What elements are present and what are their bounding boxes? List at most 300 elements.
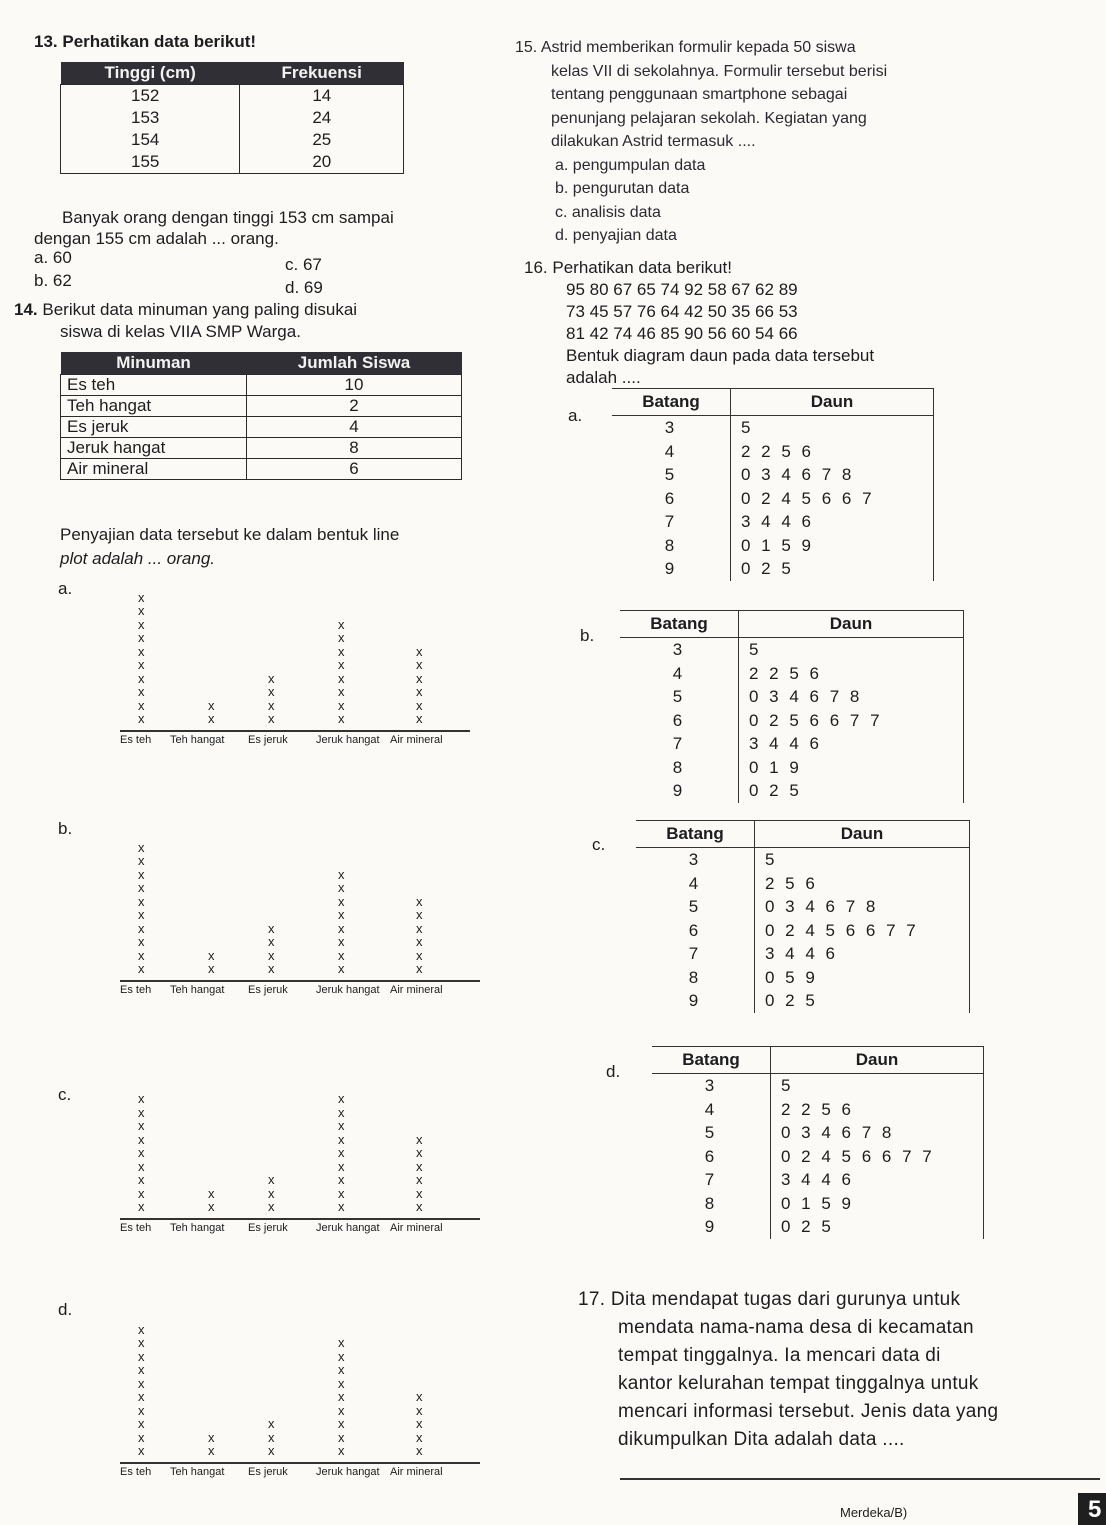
q13-question-1: Banyak orang dengan tinggi 153 cm sampai	[62, 208, 394, 227]
line-plot-x-mark: x	[338, 1118, 345, 1133]
stem-leaf-c	[636, 820, 970, 1013]
line-plot-b	[120, 810, 490, 1000]
q14-col-drink: Minuman	[61, 352, 247, 375]
line-plot-x-mark: x	[338, 1104, 345, 1120]
line-plot-x-mark: x	[416, 961, 423, 976]
stem-leaf-row	[636, 872, 970, 896]
line-plot-x-mark: x	[338, 1091, 345, 1106]
line-plot-x-mark: x	[138, 670, 145, 686]
line-plot-x-mark: x	[208, 1443, 215, 1458]
line-plot-axis-label: Air mineral	[390, 984, 443, 996]
stem-value: 7	[636, 942, 755, 966]
line-plot-x-mark: x	[416, 1199, 423, 1214]
line-plot-axis	[120, 980, 480, 982]
line-plot-x-mark: x	[138, 1321, 145, 1337]
line-plot-x-mark: x	[138, 947, 145, 963]
q15-line: dilakukan Astrid termasuk ....	[551, 133, 756, 150]
line-plot-x-mark: x	[208, 961, 215, 976]
line-plot-x-mark: x	[138, 657, 145, 672]
line-plot-x-mark: x	[138, 1402, 145, 1418]
line-plot-x-mark: x	[268, 670, 275, 686]
stem-leaf-row	[612, 416, 934, 440]
q15-text	[515, 36, 887, 248]
footer-publisher: Merdeka/B)	[840, 1505, 908, 1520]
stem-leaf-d	[652, 1046, 984, 1239]
line-plot-x-mark: x	[138, 1091, 145, 1106]
line-plot-axis-label: Es teh	[120, 734, 152, 746]
line-plot-c	[120, 1058, 490, 1238]
line-plot-x-mark: x	[268, 1172, 275, 1187]
line-plot-x-mark: x	[208, 1199, 215, 1214]
stem-leaf-row	[612, 510, 934, 534]
q16-data	[566, 279, 874, 389]
line-plot-x-mark: x	[138, 880, 145, 895]
q15-option-d[interactable]: d. penyajian data	[555, 227, 677, 244]
stem-value: 7	[612, 510, 731, 534]
q15-line: Astrid memberikan formulir kepada 50 siswa	[540, 39, 856, 56]
leaf-header: Daun	[755, 821, 970, 848]
line-plot-axis	[120, 1218, 480, 1220]
line-plot-x-mark: x	[138, 1199, 145, 1214]
q13-frequency-values	[240, 85, 404, 174]
line-plot-x-mark: x	[268, 920, 275, 936]
stem-value: 6	[612, 487, 731, 511]
line-plot-x-mark: x	[268, 1185, 275, 1201]
q14-cell: 6	[247, 459, 462, 480]
q14-prompt-1: Penyajian data tersebut ke dalam bentuk line	[60, 525, 400, 544]
q14-cell: 10	[247, 375, 462, 396]
q17-line: mencari informasi tersebut. Jenis data yang	[618, 1401, 999, 1422]
line-plot-axis-label: Es teh	[120, 1222, 152, 1234]
leaf-values: 0 2 5	[749, 781, 802, 800]
q13-prompt: Perhatikan data berikut!	[62, 32, 257, 51]
line-plot-x-mark: x	[138, 1375, 145, 1391]
line-plot-x-mark: x	[338, 684, 345, 699]
q14-prompt-2: plot adalah ... orang.	[60, 549, 216, 568]
stem-value: 9	[620, 779, 739, 803]
line-plot-x-mark: x	[138, 907, 145, 922]
line-plot-x-mark: x	[138, 711, 145, 726]
line-plot-x-mark: x	[138, 1145, 145, 1160]
q16-data-line: 95 80 67 65 74 92 58 67 62 89	[566, 280, 798, 299]
line-plot-x-mark: x	[416, 893, 423, 909]
q17-line: dikumpulkan Dita adalah data ....	[618, 1429, 905, 1450]
line-plot-x-mark: x	[138, 1335, 145, 1350]
line-plot-axis-label: Jeruk hangat	[316, 734, 380, 746]
line-plot-axis-label: Es jeruk	[248, 1466, 288, 1478]
stem-leaf-row	[636, 989, 970, 1013]
q14-option-b-letter[interactable]: b.	[58, 819, 73, 838]
line-plot-x-mark: x	[138, 893, 145, 909]
line-plot-x-mark: x	[268, 1429, 275, 1445]
stem-leaf-a	[612, 388, 934, 581]
stem-leaf-row	[612, 557, 934, 581]
stem-value: 8	[612, 534, 731, 558]
q13-question-2: dengan 155 cm adalah ... orang.	[34, 229, 279, 248]
stem-value: 3	[636, 848, 755, 872]
stem-header: Batang	[612, 389, 731, 416]
line-plot-x-mark: x	[268, 684, 275, 699]
q15-option-b[interactable]: b. pengurutan data	[555, 180, 690, 197]
q16-number: 16.	[524, 258, 548, 277]
q14-question-2: siswa di kelas VIIA SMP Warga.	[60, 322, 301, 341]
q13-number: 13.	[34, 32, 58, 51]
stem-leaf-row	[612, 534, 934, 558]
stem-leaf-row	[652, 1145, 984, 1169]
line-plot-x-mark: x	[138, 603, 145, 618]
leaf-values: 2 2 5 6	[781, 1099, 854, 1119]
leaf-values: 5	[749, 640, 762, 659]
stem-header: Batang	[636, 821, 755, 848]
stem-header: Batang	[620, 611, 739, 638]
q14-cell: Teh hangat	[61, 396, 247, 417]
line-plot-x-mark: x	[138, 1118, 145, 1133]
stem-value: 9	[612, 557, 731, 581]
stem-leaf-row	[636, 966, 970, 990]
leaf-header: Daun	[771, 1047, 984, 1074]
line-plot-a	[120, 570, 480, 750]
q14-cell: Jeruk hangat	[61, 438, 247, 459]
leaf-values: 5	[741, 418, 754, 437]
line-plot-axis-label: Teh hangat	[170, 984, 225, 996]
line-plot-x-mark: x	[138, 589, 145, 605]
line-plot-x-mark: x	[138, 684, 145, 699]
stem-leaf-row	[652, 1098, 984, 1122]
line-plot-axis-label: Jeruk hangat	[316, 984, 380, 996]
q16-prompt: Perhatikan data berikut!	[552, 258, 732, 277]
leaf-values: 0 2 5	[781, 1217, 834, 1236]
line-plot-x-mark: x	[268, 947, 275, 963]
q14-question-1	[14, 298, 357, 321]
stem-leaf-row	[636, 942, 970, 966]
line-plot-x-mark: x	[208, 1185, 215, 1201]
leaf-values: 5	[781, 1076, 794, 1095]
line-plot-x-mark: x	[338, 961, 345, 976]
line-plot-x-mark: x	[338, 1199, 345, 1214]
line-plot-x-mark: x	[138, 1131, 145, 1147]
leaf-values: 2 2 5 6	[749, 663, 822, 683]
line-plot-x-mark: x	[416, 1443, 423, 1458]
line-plot-axis-label: Teh hangat	[170, 1466, 225, 1478]
stem-value: 8	[652, 1192, 771, 1216]
line-plot-axis-label: Es jeruk	[248, 734, 288, 746]
q13-height-table	[60, 62, 404, 174]
line-plot-x-mark: x	[138, 1362, 145, 1377]
stem-value: 4	[652, 1098, 771, 1122]
q13-cell: 152	[131, 86, 160, 105]
stem-leaf-row	[620, 732, 964, 756]
line-plot-x-mark: x	[208, 947, 215, 963]
stem-value: 9	[652, 1215, 771, 1239]
line-plot-x-mark: x	[338, 1335, 345, 1350]
leaf-values: 0 3 4 6 7 8	[741, 465, 855, 484]
line-plot-x-mark: x	[138, 934, 145, 949]
q16-header	[524, 256, 732, 279]
q14-col-count: Jumlah Siswa	[247, 352, 462, 375]
leaf-values: 3 4 4 6	[781, 1170, 854, 1189]
footer-rule	[620, 1478, 1100, 1480]
stem-value: 3	[652, 1074, 771, 1098]
line-plot-x-mark: x	[268, 934, 275, 949]
line-plot-x-mark: x	[338, 697, 345, 713]
line-plot-x-mark: x	[138, 616, 145, 632]
q13-cell: 20	[312, 152, 332, 171]
leaf-header: Daun	[739, 611, 964, 638]
q14-option-a-letter[interactable]: a.	[58, 579, 73, 598]
q14-cell: 8	[247, 438, 462, 459]
q15-line: tentang penggunaan smartphone sebagai	[551, 86, 848, 103]
line-plot-x-mark: x	[338, 1389, 345, 1404]
line-plot-x-mark: x	[338, 1375, 345, 1391]
line-plot-axis-label: Jeruk hangat	[316, 1222, 380, 1234]
stem-leaf-row	[620, 685, 964, 709]
line-plot-x-mark: x	[138, 1158, 145, 1174]
leaf-values: 0 1 9	[749, 757, 802, 777]
q14-number: 14.	[14, 300, 38, 319]
line-plot-x-mark: x	[416, 947, 423, 963]
line-plot-x-mark: x	[338, 630, 345, 645]
stem-value: 5	[636, 895, 755, 919]
line-plot-x-mark: x	[268, 1416, 275, 1431]
q13-cell: 155	[131, 152, 160, 171]
stem-leaf-row	[636, 895, 970, 919]
line-plot-x-mark: x	[338, 1145, 345, 1160]
stem-leaf-row	[612, 463, 934, 487]
leaf-header: Daun	[731, 389, 934, 416]
stem-leaf-row	[636, 848, 970, 872]
line-plot-x-mark: x	[416, 643, 423, 659]
q16-data-line: 81 42 74 46 85 90 56 60 54 66	[566, 324, 798, 343]
line-plot-x-mark: x	[138, 697, 145, 713]
line-plot-x-mark: x	[338, 1429, 345, 1445]
line-plot-x-mark: x	[338, 1348, 345, 1364]
line-plot-x-mark: x	[268, 697, 275, 713]
line-plot-axis-label: Es jeruk	[248, 1222, 288, 1234]
q13-col-height: Tinggi (cm)	[61, 62, 240, 85]
q17-number: 17.	[578, 1289, 606, 1310]
q17-line: kantor kelurahan tempat tinggalnya untuk	[618, 1373, 979, 1394]
stem-header: Batang	[652, 1047, 771, 1074]
q16-option-c-letter[interactable]: c.	[592, 835, 606, 854]
line-plot-x-mark: x	[138, 643, 145, 659]
line-plot-x-mark: x	[338, 643, 345, 659]
leaf-values: 0 2 4 5 6 6 7	[741, 488, 875, 508]
stem-value: 6	[652, 1145, 771, 1169]
line-plot-x-mark: x	[416, 684, 423, 699]
q14-option-d-letter[interactable]: d.	[58, 1300, 73, 1319]
leaf-values: 0 3 4 6 7 8	[781, 1123, 895, 1142]
line-plot-x-mark: x	[138, 853, 145, 868]
q15-option-c[interactable]: c. analisis data	[555, 203, 661, 221]
q17-line: tempat tinggalnya. Ia mencari data di	[618, 1345, 941, 1366]
q15-number: 15.	[515, 39, 538, 56]
q16-question-1: Bentuk diagram daun pada data tersebut	[566, 346, 875, 365]
line-plot-x-mark: x	[138, 1389, 145, 1404]
q13-option-a[interactable]: a. 60	[34, 248, 72, 267]
line-plot-x-mark: x	[338, 920, 345, 936]
line-plot-x-mark: x	[416, 1185, 423, 1201]
line-plot-x-mark: x	[338, 1172, 345, 1187]
stem-value: 4	[612, 440, 731, 464]
q15-option-a[interactable]: a. pengumpulan data	[555, 156, 706, 174]
stem-value: 6	[620, 709, 739, 733]
q13-header	[34, 30, 256, 53]
line-plot-x-mark: x	[338, 907, 345, 922]
line-plot-axis-label: Teh hangat	[170, 734, 225, 746]
leaf-values: 0 2 4 5 6 6 7 7	[781, 1146, 935, 1166]
stem-leaf-row	[620, 756, 964, 780]
q13-option-d[interactable]: d. 69	[285, 278, 323, 297]
line-plot-x-mark: x	[338, 1443, 345, 1458]
line-plot-x-mark: x	[416, 1172, 423, 1187]
line-plot-x-mark: x	[416, 670, 423, 686]
line-plot-x-mark: x	[416, 1145, 423, 1160]
q14-cell: Es teh	[61, 375, 247, 396]
line-plot-x-mark: x	[338, 893, 345, 909]
line-plot-x-mark: x	[138, 1172, 145, 1187]
q16-option-b-letter[interactable]: b.	[580, 626, 595, 645]
line-plot-x-mark: x	[138, 839, 145, 855]
line-plot-x-mark: x	[416, 1429, 423, 1445]
line-plot-x-mark: x	[138, 866, 145, 882]
stem-leaf-row	[652, 1121, 984, 1145]
line-plot-axis-label: Air mineral	[390, 734, 443, 746]
line-plot-x-mark: x	[268, 961, 275, 976]
line-plot-axis-label: Es teh	[120, 1466, 152, 1478]
stem-value: 6	[636, 919, 755, 943]
line-plot-axis-label: Es teh	[120, 984, 152, 996]
leaf-values: 0 1 5 9	[741, 535, 814, 555]
line-plot-d	[120, 1292, 490, 1482]
q17-text	[578, 1286, 998, 1454]
line-plot-x-mark: x	[338, 657, 345, 672]
q17-line: mendata nama-nama desa di kecamatan	[618, 1317, 974, 1338]
line-plot-x-mark: x	[208, 697, 215, 713]
line-plot-x-mark: x	[208, 1429, 215, 1445]
line-plot-axis-label: Teh hangat	[170, 1222, 225, 1234]
line-plot-x-mark: x	[138, 920, 145, 936]
line-plot-x-mark: x	[338, 880, 345, 895]
stem-value: 3	[612, 416, 731, 440]
q16-question-2: adalah ....	[566, 368, 641, 387]
line-plot-x-mark: x	[338, 947, 345, 963]
stem-leaf-row	[620, 709, 964, 733]
line-plot-axis-label: Jeruk hangat	[316, 1466, 380, 1478]
q14-option-c-letter[interactable]: c.	[58, 1085, 72, 1104]
q15-line: penunjang pelajaran sekolah. Kegiatan yang	[551, 109, 867, 127]
line-plot-x-mark: x	[416, 1416, 423, 1431]
leaf-values: 0 3 4 6 7 8	[749, 687, 863, 706]
line-plot-axis-label: Es jeruk	[248, 984, 288, 996]
stem-leaf-row	[652, 1168, 984, 1192]
q14-cell: Air mineral	[61, 459, 247, 480]
line-plot-x-mark: x	[138, 1185, 145, 1201]
line-plot-x-mark: x	[138, 961, 145, 976]
leaf-values: 2 2 5 6	[741, 441, 814, 461]
line-plot-x-mark: x	[138, 1429, 145, 1445]
line-plot-x-mark: x	[416, 657, 423, 672]
q13-option-c[interactable]: c. 67	[285, 255, 322, 274]
line-plot-x-mark: x	[416, 1131, 423, 1147]
leaf-values: 0 5 9	[765, 967, 818, 987]
leaf-values: 5	[765, 850, 778, 869]
leaf-values: 0 1 5 9	[781, 1193, 854, 1213]
line-plot-axis-label: Air mineral	[390, 1222, 443, 1234]
line-plot-x-mark: x	[138, 1104, 145, 1120]
page-number: 5	[1088, 1496, 1102, 1523]
line-plot-x-mark: x	[268, 1443, 275, 1458]
line-plot-x-mark: x	[416, 907, 423, 922]
line-plot-x-mark: x	[416, 697, 423, 713]
q13-col-frequency: Frekuensi	[240, 62, 404, 85]
stem-leaf-row	[652, 1215, 984, 1239]
line-plot-x-mark: x	[416, 920, 423, 936]
leaf-values: 0 2 4 5 6 6 7 7	[765, 920, 919, 940]
line-plot-x-mark: x	[416, 934, 423, 949]
q16-option-d-letter[interactable]: d.	[606, 1062, 621, 1081]
stem-leaf-row	[620, 779, 964, 803]
stem-leaf-row	[612, 487, 934, 511]
line-plot-x-mark: x	[416, 1389, 423, 1404]
leaf-values: 0 2 5 6 6 7 7	[749, 710, 883, 730]
leaf-values: 0 2 5	[741, 559, 794, 578]
q13-cell: 154	[131, 130, 160, 149]
stem-leaf-row	[652, 1074, 984, 1098]
q13-height-values	[61, 85, 240, 174]
line-plot-x-mark: x	[268, 1199, 275, 1214]
stem-value: 8	[636, 966, 755, 990]
stem-value: 4	[636, 872, 755, 896]
q17-line: Dita mendapat tugas dari gurunya untuk	[610, 1289, 961, 1310]
line-plot-x-mark: x	[416, 1158, 423, 1174]
line-plot-x-mark: x	[338, 1158, 345, 1174]
stem-leaf-b	[620, 610, 964, 803]
leaf-values: 2 5 6	[765, 873, 818, 893]
q14-cell: Es jeruk	[61, 417, 247, 438]
line-plot-x-mark: x	[268, 711, 275, 726]
line-plot-x-mark: x	[208, 711, 215, 726]
stem-leaf-row	[620, 662, 964, 686]
stem-value: 4	[620, 662, 739, 686]
q13-cell: 153	[131, 108, 160, 127]
line-plot-x-mark: x	[338, 616, 345, 632]
line-plot-x-mark: x	[138, 1443, 145, 1458]
line-plot-x-mark: x	[138, 1348, 145, 1364]
q13-cell: 14	[312, 86, 332, 105]
q16-option-a-letter[interactable]: a.	[568, 406, 583, 425]
stem-value: 5	[620, 685, 739, 709]
line-plot-x-mark: x	[416, 711, 423, 726]
line-plot-x-mark: x	[338, 934, 345, 949]
q14-cell: 2	[247, 396, 462, 417]
line-plot-x-mark: x	[138, 630, 145, 645]
stem-leaf-row	[636, 919, 970, 943]
stem-leaf-row	[652, 1192, 984, 1216]
stem-value: 5	[612, 463, 731, 487]
q15-line: kelas VII di sekolahnya. Formulir tersebut berisi	[551, 62, 888, 80]
line-plot-axis	[120, 730, 470, 732]
line-plot-x-mark: x	[338, 866, 345, 882]
stem-value: 3	[620, 638, 739, 662]
line-plot-x-mark: x	[338, 1131, 345, 1147]
line-plot-x-mark: x	[338, 1362, 345, 1377]
line-plot-x-mark: x	[338, 711, 345, 726]
q16-data-line: 73 45 57 76 64 42 50 35 66 53	[566, 302, 798, 321]
q13-option-b[interactable]: b. 62	[34, 271, 72, 290]
line-plot-x-mark: x	[338, 670, 345, 686]
line-plot-axis	[120, 1462, 480, 1464]
q13-cell: 25	[312, 130, 332, 149]
